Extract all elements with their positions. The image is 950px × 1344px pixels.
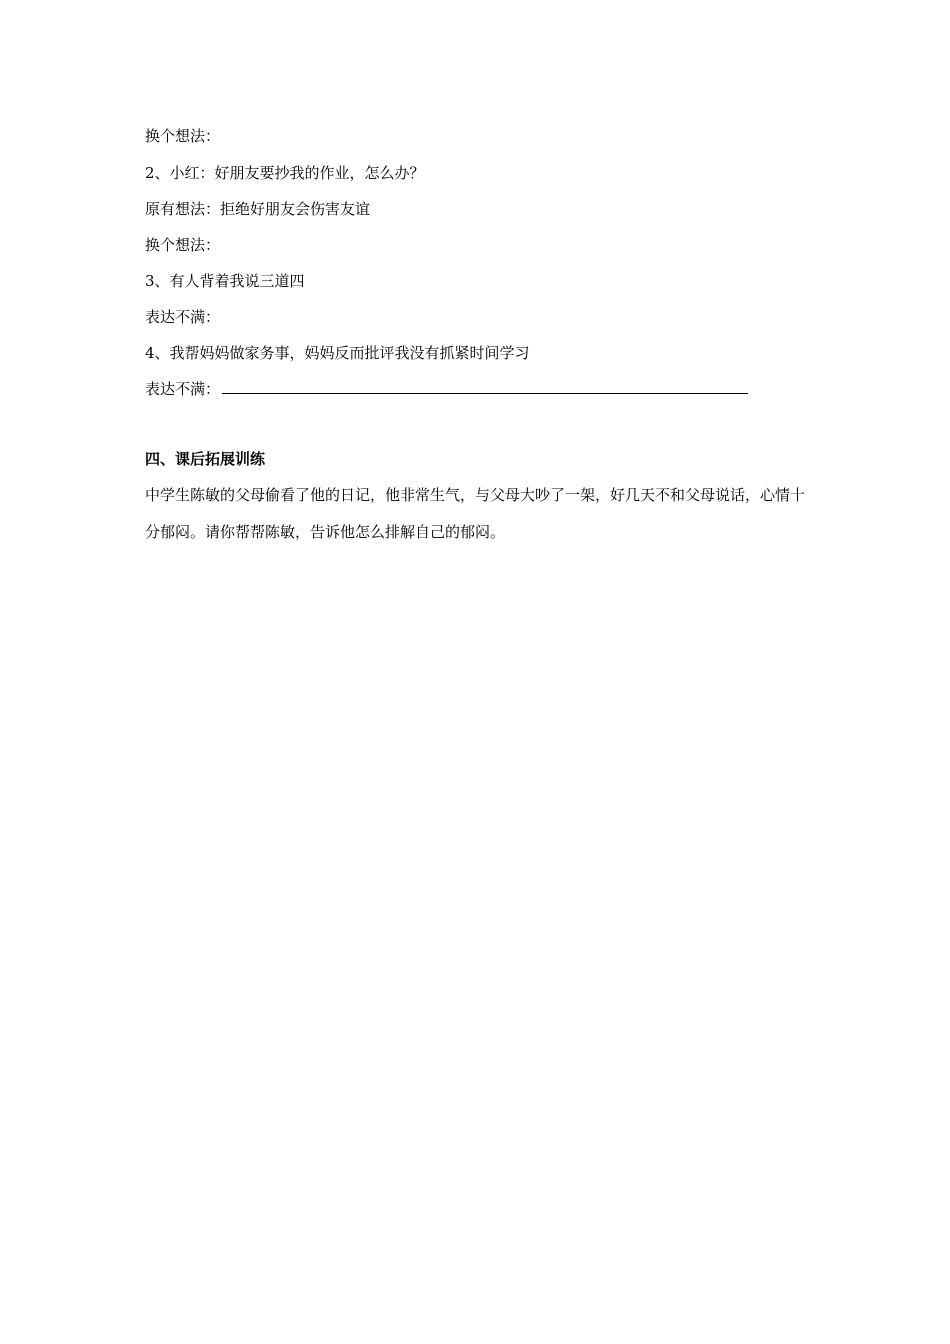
prompt-express-dissatisfaction-1: 表达不满：: [145, 308, 221, 326]
prompt-express-dissatisfaction-2: 表达不满：: [145, 380, 221, 398]
answer-blank-line[interactable]: [222, 379, 748, 394]
exercise-paragraph: 中学生陈敏的父母偷看了他的日记，他非常生气，与父母大吵了一架，好几天不和父母说话，心情十分郁闷。请你帮帮陈敏，告诉他怎么排解自己的郁闷。: [145, 486, 806, 541]
question-3: 3、有人背着我说三道四: [145, 272, 305, 290]
express-dissatisfaction-row: [145, 379, 748, 399]
prompt-change-thinking-1: 换个想法：: [145, 127, 221, 145]
question-2: 2、小红：好朋友要抄我的作业，怎么办？: [145, 164, 425, 182]
original-thinking: 原有想法：拒绝好朋友会伤害友谊: [145, 200, 371, 218]
question-4: 4、我帮妈妈做家务事，妈妈反而批评我没有抓紧时间学习: [145, 344, 530, 362]
section-heading: 四、课后拓展训练: [145, 450, 266, 468]
prompt-change-thinking-2: 换个想法：: [145, 236, 221, 254]
